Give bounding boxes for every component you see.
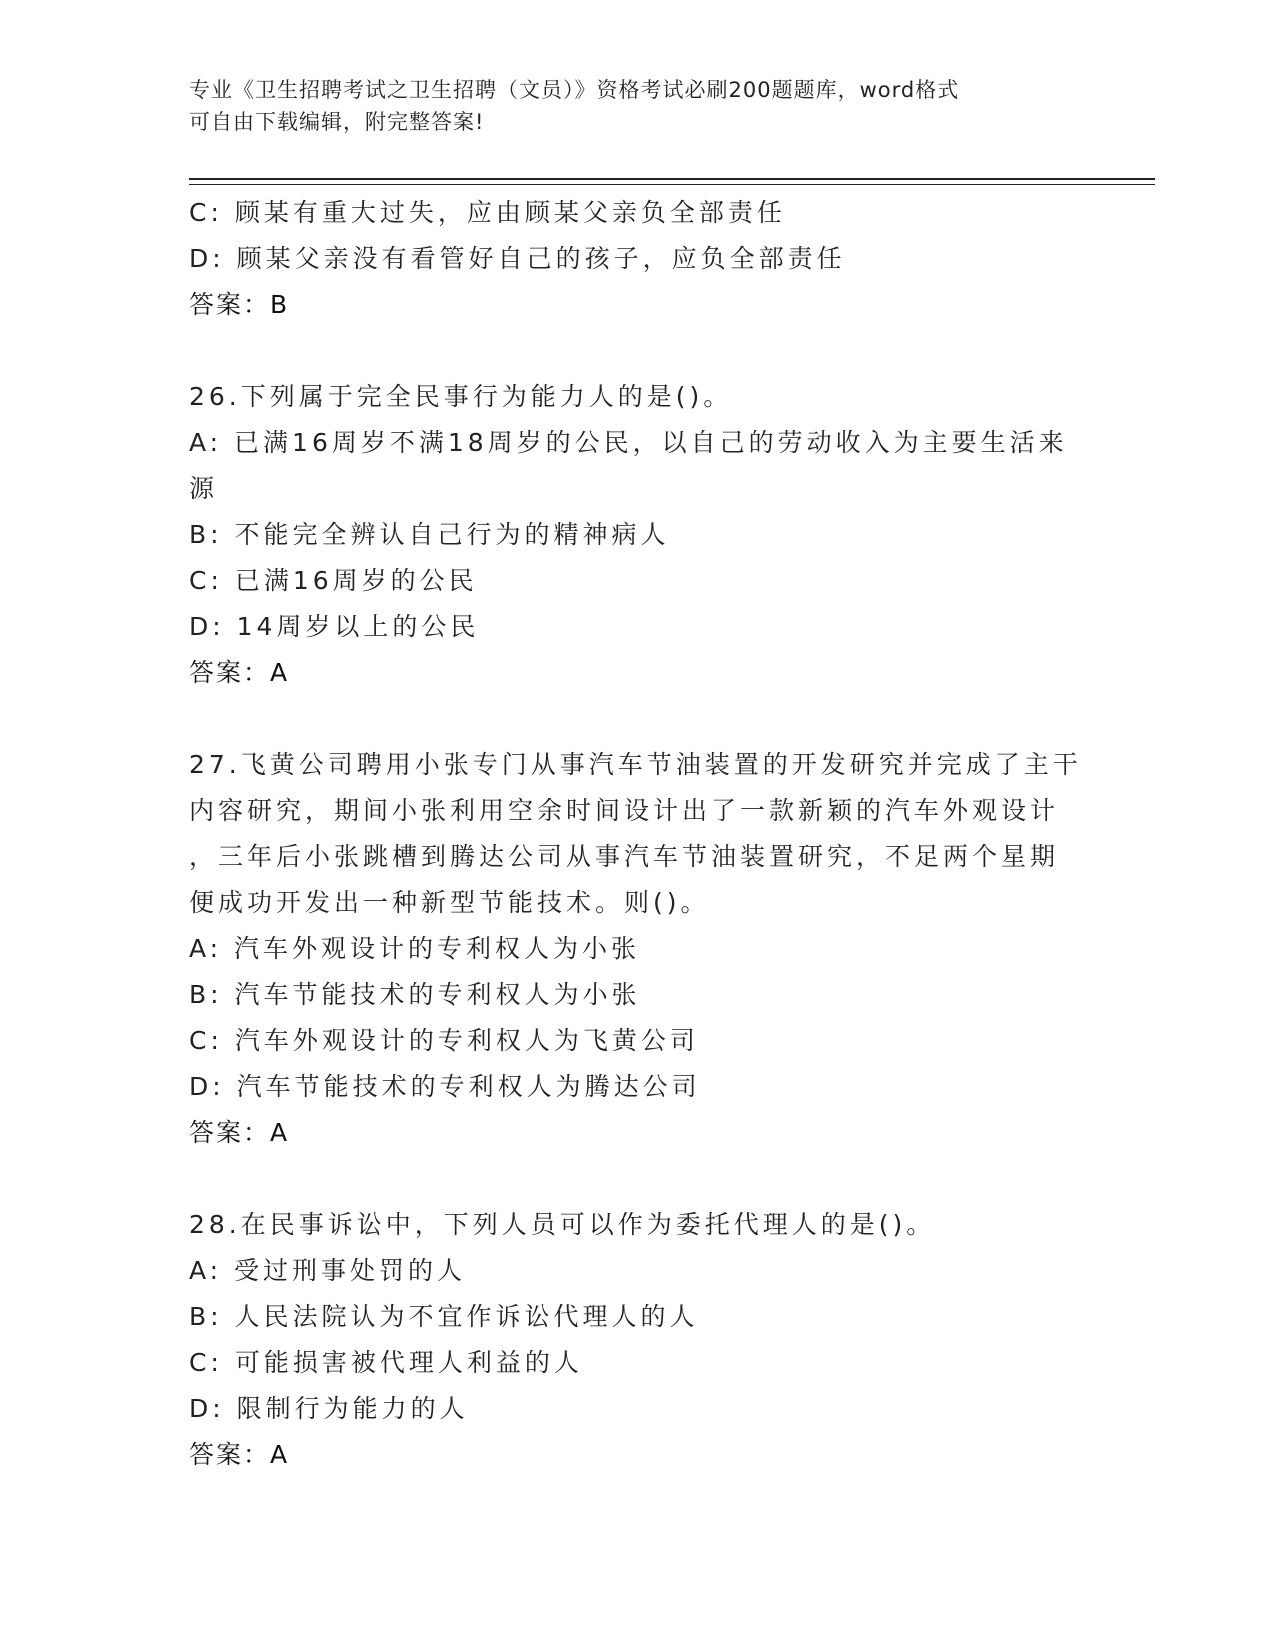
option-b: B: 人民法院认为不宜作诉讼代理人的人: [189, 1302, 699, 1331]
option-d: D: 限制行为能力的人: [189, 1394, 469, 1423]
question-stem: 26.下列属于完全民事行为能力人的是()。: [189, 382, 733, 411]
answer-line: 答案：A: [189, 1440, 290, 1469]
option-b: B: 不能完全辨认自己行为的精神病人: [189, 520, 670, 549]
question-stem: 28.在民事诉讼中，下列人员可以作为委托代理人的是()。: [189, 1210, 936, 1239]
spacer: [189, 328, 1089, 374]
header-title-line-1: 专业《卫生招聘考试之卫生招聘（文员）》资格考试必刷200题题库，word格式: [189, 78, 960, 102]
option-b: B: 汽车节能技术的专利权人为小张: [189, 980, 641, 1009]
answer-line: 答案：A: [189, 1118, 290, 1147]
answer-line: 答案：A: [189, 658, 290, 687]
option-d: D: 顾某父亲没有看管好自己的孩子，应负全部责任: [189, 244, 846, 273]
option-c: C: 汽车外观设计的专利权人为飞黄公司: [189, 1026, 699, 1055]
option-d: D: 汽车节能技术的专利权人为腾达公司: [189, 1072, 701, 1101]
question-stem-continued: 内容研究，期间小张利用空余时间设计出了一款新颖的汽车外观设计: [189, 796, 1060, 825]
header-divider-thick: [189, 178, 1155, 180]
spacer: [189, 1156, 1089, 1202]
option-a: A: 汽车外观设计的专利权人为小张: [189, 934, 641, 963]
answer-line: 答案：B: [189, 290, 290, 319]
question-26: [189, 374, 1089, 696]
question-stem: 27.飞黄公司聘用小张专门从事汽车节油装置的开发研究并完成了主干: [189, 750, 1082, 779]
option-a-continued: 源: [189, 474, 219, 503]
question-25-tail: [189, 190, 1089, 328]
option-c: C: 已满16周岁的公民: [189, 566, 478, 595]
header-title-line-2: 可自由下载编辑，附完整答案!: [189, 110, 485, 134]
question-28: [189, 1202, 1089, 1478]
header-divider-thin: [189, 184, 1155, 185]
question-list: [189, 190, 1089, 1478]
question-stem-continued: 便成功开发出一种新型节能技术。则()。: [189, 888, 710, 917]
option-a: A: 受过刑事处罚的人: [189, 1256, 467, 1285]
question-stem-continued: ，三年后小张跳槽到腾达公司从事汽车节油装置研究，不足两个星期: [189, 842, 1060, 871]
option-d: D: 14周岁以上的公民: [189, 612, 480, 641]
option-c: C: 可能损害被代理人利益的人: [189, 1348, 583, 1377]
option-c: C: 顾某有重大过失，应由顾某父亲负全部责任: [189, 198, 786, 227]
option-a: A: 已满16周岁不满18周岁的公民，以自己的劳动收入为主要生活来: [189, 428, 1068, 457]
document-header: [189, 74, 1069, 138]
spacer: [189, 696, 1089, 742]
question-27: [189, 742, 1089, 1156]
